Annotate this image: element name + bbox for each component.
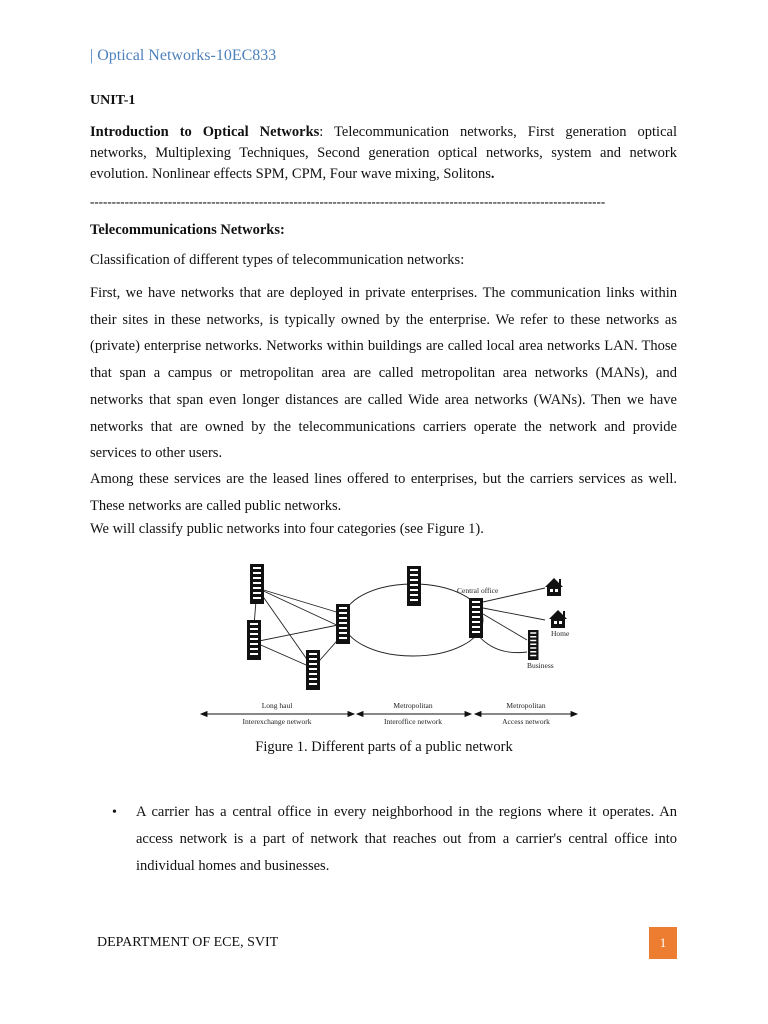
- paragraph-services: Among these services are the leased lines offered to enterprises, but the carriers services as well. These networks are called public networks.: [90, 471, 677, 514]
- footer-department: DEPARTMENT OF ECE, SVIT: [97, 935, 279, 950]
- page-header-title: | Optical Networks-10EC833: [90, 47, 277, 64]
- long-haul-switch-3-icon: [306, 650, 320, 690]
- figure-caption: Figure 1. Different parts of a public network: [255, 739, 513, 755]
- label-home: Home: [551, 629, 570, 638]
- paragraph-classify: We will classify public networks into four categories (see Figure 1).: [90, 521, 484, 537]
- label-access: Access network: [502, 717, 550, 726]
- label-business: Business: [527, 661, 554, 670]
- paragraph-networks: First, we have networks that are deployed in private enterprises. The communication links within their sites in these networks, is typically owned by the enterprise. We refer to these networks as (private) enterprise networks. Networks within buildings are called local area networks LAN. Those that span a campus or metropolitan area are called metropolitan area networks (MANs), and networks that span even longer distances are called Wide area networks (WANs). Then we have networks that are owned by the telecommunications carriers operate the network and provide services to other users.: [90, 285, 677, 462]
- central-office-switch-icon: [469, 598, 483, 638]
- business-rack-icon: [528, 630, 539, 660]
- intro-paragraph: [90, 122, 677, 185]
- section-title: Telecommunications Networks:: [90, 222, 285, 238]
- bullet-dot-icon: •: [112, 805, 117, 820]
- public-network-figure: [195, 556, 585, 734]
- bullet-item: [112, 799, 677, 880]
- long-haul-links: [254, 588, 343, 668]
- long-haul-switch-2-icon: [247, 620, 261, 660]
- house-1-icon: [545, 578, 563, 596]
- label-long-haul: Long haul: [261, 701, 293, 710]
- segment-arrows: [201, 712, 577, 717]
- label-metropolitan-2: Metropolitan: [506, 701, 546, 710]
- long-haul-switch-1-icon: [250, 564, 264, 604]
- divider-line: -----------------------------------------------------------------------------------------------------------------------: [90, 194, 606, 209]
- paragraph-classification: Classification of different types of telecommunication networks:: [90, 252, 465, 268]
- label-central-office: Central office: [457, 586, 499, 595]
- intro-label: Introduction to Optical Networks: [90, 124, 320, 140]
- network-diagram: [195, 556, 585, 734]
- unit-heading: UNIT-1: [90, 93, 136, 108]
- label-metropolitan-1: Metropolitan: [393, 701, 433, 710]
- metro-switch-icon: [407, 566, 421, 606]
- hub-switch-icon: [336, 604, 350, 644]
- page-number-badge: 1: [649, 927, 677, 959]
- intro-end: .: [490, 166, 495, 182]
- label-interexchange: Interexchange network: [242, 717, 312, 726]
- bullet-text: A carrier has a central office in every neighborhood in the regions where it operates. An access network is a part of network that reaches out from a carrier's central office into individual homes and businesses.: [136, 804, 677, 874]
- intro-text: : Telecommunication networks, First generation optical networks, Multiplexing Techniques, Second generation optical networks, system and network evolution. Nonlinear effects SPM, CPM, Four wave mixing, Solitons: [90, 124, 677, 182]
- label-interoffice: Interoffice network: [384, 717, 442, 726]
- house-2-icon: [549, 610, 567, 628]
